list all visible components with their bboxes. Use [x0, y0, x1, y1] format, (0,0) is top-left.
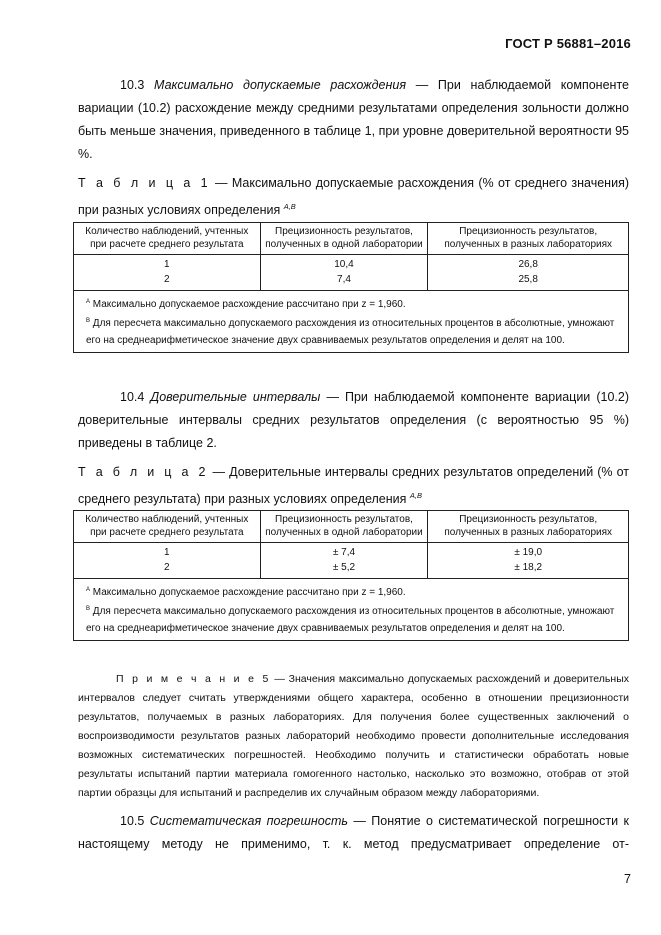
section-title: Максимально допускаемые расхождения: [154, 78, 407, 92]
table2-footnotes-row: [74, 579, 629, 641]
table1-col-header: Прецизионность результатов, полученных в одной лаборатории: [260, 223, 428, 255]
table2-col-header: Количество наблюдений, учтенных при расчете среднего результата: [74, 511, 261, 543]
table-cell: 25,8: [428, 272, 629, 291]
section-number: 10.3: [120, 78, 145, 92]
table-row: [74, 560, 629, 579]
table-cell: 2: [74, 272, 261, 291]
table1-col-header: Прецизионность результатов, полученных в разных лабораториях: [428, 223, 629, 255]
table-cell: ± 19,0: [428, 543, 629, 561]
table1-caption-prefix: Т а б л и ц а 1: [78, 176, 211, 190]
table2: [73, 510, 629, 641]
table1-caption-sup: A,B: [283, 202, 296, 211]
table2-caption-text: — Доверительные интервалы средних результатов определений (% от среднего результата) при разных условиях определения: [78, 465, 629, 506]
table-cell: 7,4: [260, 272, 428, 291]
section-10-5: [78, 810, 629, 856]
section-text: — Понятие о систематической погрешности к настоящему методу не применимо, т. к. метод предусматривает определение от-: [78, 814, 629, 851]
section-10-3: [78, 74, 629, 166]
table2-footnotes: [74, 579, 629, 641]
table1-caption: [78, 172, 629, 222]
table1-caption-text: — Максимально допускаемые расхождения (% от среднего значения) при разных условиях определения: [78, 176, 629, 217]
table1-footnotes-row: [74, 291, 629, 353]
table2-col-header: Прецизионность результатов, полученных в разных лабораториях: [428, 511, 629, 543]
footnote-a: $^A$ Максимально допускаемое расхождение рассчитано при z = 1,960.: [86, 587, 406, 598]
table-cell: 1: [74, 543, 261, 561]
footnote-b: $^B$ Для пересчета максимально допускаемого расхождения из относительных процентов в абсолютные, умножают его на среднеарифметическое значение двух сравниваемых результатов определения и делят на 100.: [86, 318, 615, 346]
table2-col-header: Прецизионность результатов, полученных в одной лаборатории: [260, 511, 428, 543]
section-title: Систематическая погрешность: [149, 814, 348, 828]
table-row: [74, 272, 629, 291]
section-number: 10.4: [120, 390, 145, 404]
footnote-b: $^B$ Для пересчета максимально допускаемого расхождения из относительных процентов в абсолютные, умножают его на среднеарифметическое значение двух сравниваемых результатов определения и делят на 100.: [86, 606, 615, 634]
section-text: — При наблюдаемой компоненте вариации (10.2) расхождение между средними результатами определения зольности должно быть меньше значения, приведенного в таблице 1, при уровне доверительной вероятности 95 %.: [78, 78, 629, 161]
table2-caption: [78, 461, 629, 511]
document-code: ГОСТ Р 56881–2016: [505, 36, 631, 51]
section-number: 10.5: [120, 814, 145, 828]
table-cell: ± 5,2: [260, 560, 428, 579]
footnote-a: $^A$ Максимально допускаемое расхождение рассчитано при z = 1,960.: [86, 299, 406, 310]
note-label: П р и м е ч а н и е 5: [116, 673, 271, 685]
table-row: [74, 543, 629, 561]
table2-caption-prefix: Т а б л и ц а 2: [78, 465, 209, 479]
note-5: [78, 670, 629, 803]
section-text: — При наблюдаемой компоненте вариации (10.2) доверительные интервалы средних результатов определения (с вероятностью 95 %) приведены в таблице 2.: [78, 390, 629, 450]
table-cell: ± 7,4: [260, 543, 428, 561]
table2-header-row: [74, 511, 629, 543]
table-cell: ± 18,2: [428, 560, 629, 579]
section-title: Доверительные интервалы: [150, 390, 321, 404]
page-number: 7: [624, 872, 631, 886]
section-10-4: [78, 386, 629, 455]
table-cell: 1: [74, 255, 261, 273]
table-cell: 10,4: [260, 255, 428, 273]
table1-header-row: [74, 223, 629, 255]
table2-caption-sup: A,B: [409, 491, 422, 500]
table1: [73, 222, 629, 353]
table-cell: 2: [74, 560, 261, 579]
note-text: — Значения максимально допускаемых расхождений и доверительных интервалов следует считать утверждениями общего характера, особенно в отношении прецизионности результатов, получаемых в разных лабораториях. Для получения более существенных заключений о воспроизводимости результатов разных лабораторий необходимо провести дополнительные исследования возможных систематических погрешностей. Необходимо получить и статистически обработать новые результаты испытаний партии материала гомогенного настолько, насколько это возможно, отобрав от этой партии образцы для испытаний и распределив их случайным образом между лабораториями.: [78, 673, 629, 799]
table-row: [74, 255, 629, 273]
table1-footnotes: [74, 291, 629, 353]
table-cell: 26,8: [428, 255, 629, 273]
table1-col-header: Количество наблюдений, учтенных при расчете среднего результата: [74, 223, 261, 255]
